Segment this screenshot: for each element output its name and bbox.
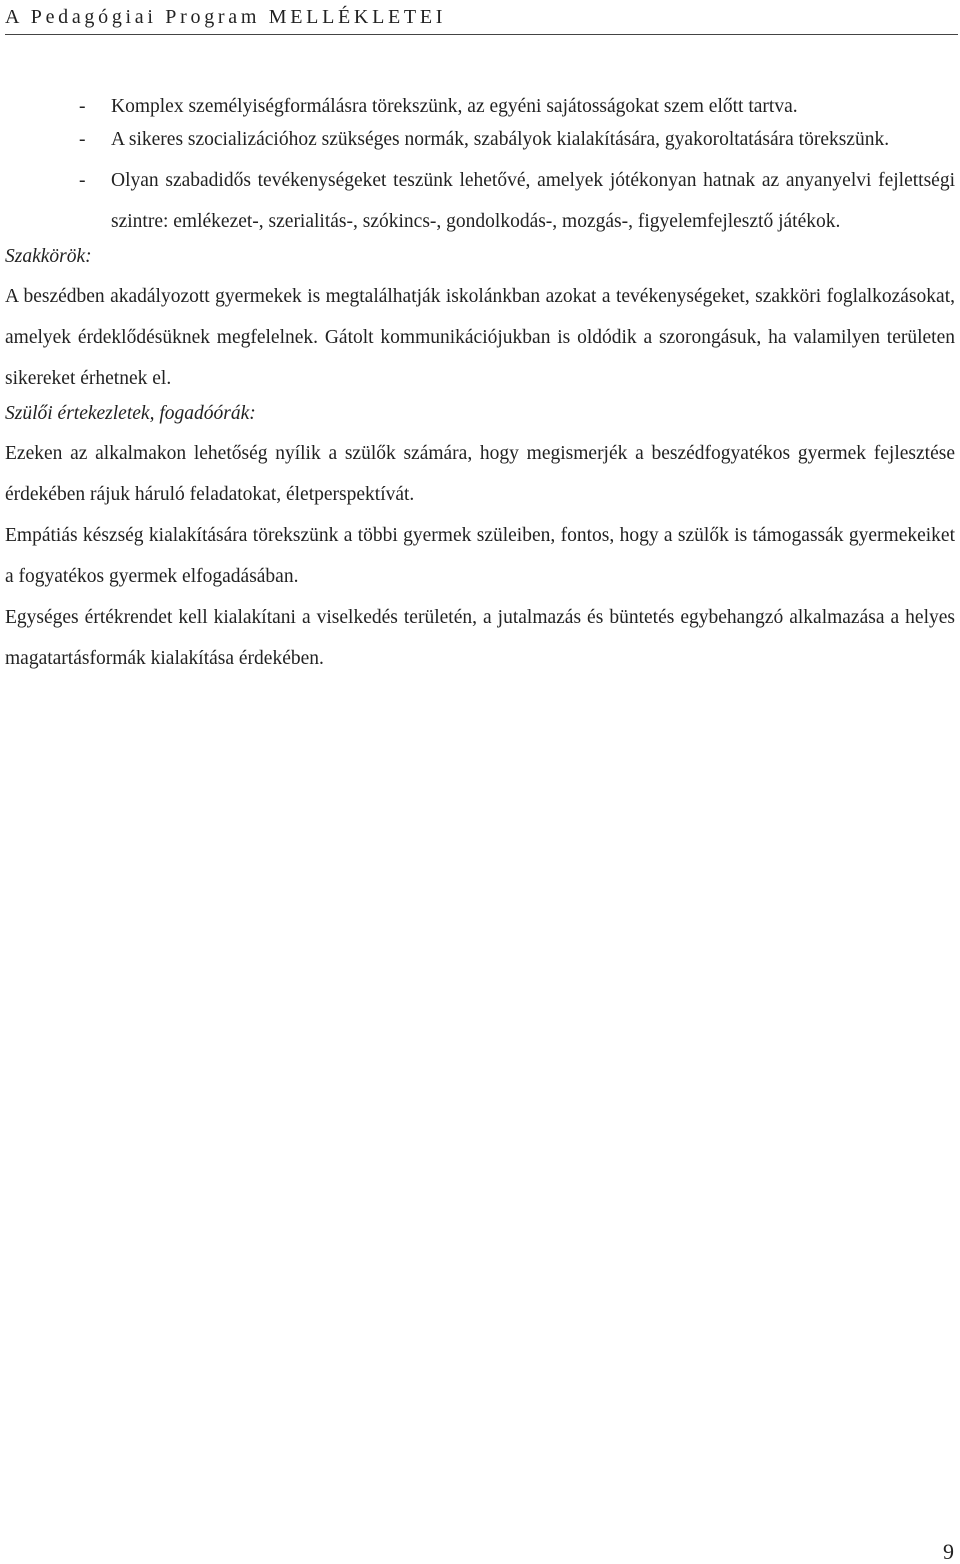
document-body: [5, 86, 955, 679]
bullet-dash: -: [79, 96, 86, 117]
bullet-text: A sikeres szocializációhoz szükséges normák, szabályok kialakítására, gyakoroltatására törekszünk.: [111, 129, 890, 150]
page-number: 9: [943, 1539, 954, 1564]
bullet-item: [5, 119, 955, 160]
section-heading-szakkorok: Szakkörök:: [5, 246, 92, 267]
page-header: [5, 6, 958, 35]
bullet-dash: -: [79, 129, 86, 150]
bullet-text: Komplex személyiségformálásra törekszünk, az egyéni sajátosságokat szem előtt tartva.: [111, 96, 798, 117]
paragraph: Egységes értékrendet kell kialakítani a viselkedés területén, a jutalmazás és büntetés egybehangzó alkalmazása a helyes magatartásformák kialakítása érdekében.: [5, 607, 955, 669]
paragraph: Empátiás készség kialakítására törekszünk a többi gyermek szüleiben, fontos, hogy a szülők is támogassák gyermekeiket a fogyatékos gyermek elfogadásában.: [5, 525, 955, 587]
section-heading-szuloi-ertekezletek: Szülői értekezletek, fogadóórák:: [5, 403, 256, 424]
bullet-dash: -: [79, 170, 86, 191]
bullet-text: Olyan szabadidős tevékenységeket teszünk lehetővé, amelyek jótékonyan hatnak az anyanyelvi fejlettségi szintre: emlékezet-, szerialitás-, szókincs-, gondolkodás-, mozgás-, figyelemfejlesztő játékok.: [111, 170, 955, 232]
paragraph: Ezeken az alkalmakon lehetőség nyílik a szülők számára, hogy megismerjék a beszédfogyatékos gyermek fejlesztése érdekében rájuk háruló feladatokat, életperspektívát.: [5, 443, 955, 505]
paragraph: A beszédben akadályozott gyermekek is megtalálhatják iskolánkban azokat a tevékenységeket, szakköri foglalkozásokat, amelyek érdeklődésüknek megfelelnek. Gátolt kommunikációjukban is oldódik a szorongásuk, ha valamilyen területen sikereket érhetnek el.: [5, 286, 955, 389]
header-title: A Pedagógiai Program MELLÉKLETEI: [5, 6, 447, 28]
bullet-item: [5, 160, 955, 242]
